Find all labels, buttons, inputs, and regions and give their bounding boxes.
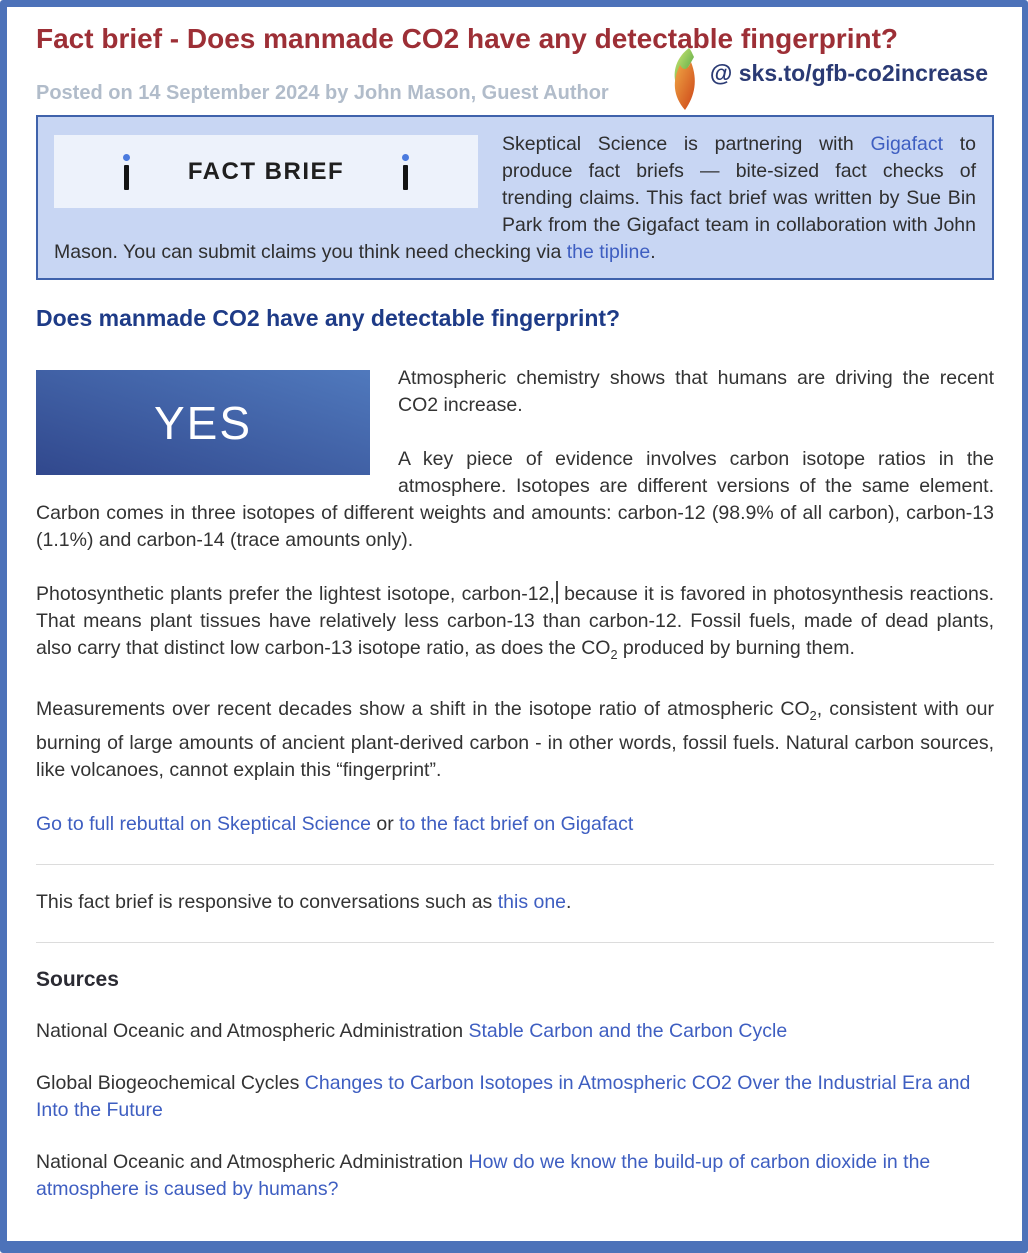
source-noaa-buildup: National Oceanic and Atmospheric Administration How do we know the build-up of carbon dioxide in the atmosphere is caused by humans? [36, 1150, 931, 1200]
fact-brief-logo-label: FACT BRIEF [187, 158, 345, 185]
gigafact-fact-brief-link[interactable]: to the fact brief on Gigafact [399, 812, 634, 835]
gigafact-i-icon [123, 154, 130, 190]
conversation-note: This fact brief is responsive to conversations such as this one. [36, 890, 572, 913]
fact-brief-logo [54, 135, 478, 208]
paragraph-photosynthetic: Photosynthetic plants prefer the lightest isotope, carbon-12, because it is favored in photosynthesis reactions. That means plant tissues have relatively less carbon-13 than carbon-12. Fossil fuels, made of dead plants, also carry that distinct low carbon-13 isotope ratio, as does the $CO_2$ produced by burning them. [36, 583, 994, 662]
carbon-isotopes-link[interactable]: Changes to Carbon Isotopes in Atmospheric CO2 Over the Industrial Era and Into the Future [36, 1071, 971, 1121]
flame-leaf-icon [668, 47, 704, 111]
stable-carbon-link[interactable]: Stable Carbon and the Carbon Cycle [468, 1019, 788, 1042]
yes-answer-label: YES [153, 396, 253, 449]
byline: Posted on 14 September 2024 by John Mason, Guest Author [36, 82, 609, 104]
divider [36, 864, 994, 865]
full-rebuttal-link[interactable]: Go to full rebuttal on Skeptical Science [36, 812, 371, 835]
source-global-biogeochemical-cycles: Global Biogeochemical Cycles Changes to Carbon Isotopes in Atmospheric CO2 Over the Industrial Era and Into the Future [36, 1071, 971, 1121]
yes-answer-box [36, 370, 370, 475]
source-noaa-stable-carbon: National Oceanic and Atmospheric Administration Stable Carbon and the Carbon Cycle [36, 1019, 788, 1042]
shortlink-text: @ sks.to/gfb-co2increase [709, 60, 988, 86]
paragraph-key-evidence: A key piece of evidence involves carbon isotope ratios in the atmosphere. Isotopes are different versions of the same element. Carbon comes in three isotopes of different weights and amounts: carbon-12 (98.9% of all carbon), carbon-13 (1.1%) and carbon-14 (trace amounts only). [36, 448, 994, 551]
infobox-text: Skeptical Science is partnering with Gigafact to produce fact briefs — bite-sized fact checks of trending claims. This fact brief was written by Sue Bin Park from the Gigafact team in collaboration with John Mason. You can submit claims you think need checking via the tipline. [54, 133, 976, 263]
cta-links: Go to full rebuttal on Skeptical Science or to the fact brief on Gigafact [36, 812, 634, 835]
fact-brief-infobox [36, 115, 994, 280]
conversation-link[interactable]: this one [497, 890, 567, 913]
shortlink [668, 47, 988, 111]
sources-heading: Sources [36, 967, 119, 991]
co2-buildup-link[interactable]: How do we know the build-up of carbon dioxide in the atmosphere is caused by humans? [36, 1150, 931, 1200]
gigafact-i-icon [402, 154, 409, 190]
tipline-link[interactable]: the tipline [566, 241, 651, 263]
paragraph-atmospheric: Atmospheric chemistry shows that humans are driving the recent CO2 increase. [398, 367, 994, 416]
article-lead [36, 365, 994, 554]
gigafact-link[interactable]: Gigafact [870, 133, 944, 155]
question-heading: Does manmade CO2 have any detectable fingerprint? [36, 305, 621, 331]
divider [36, 942, 994, 943]
page-title: Fact brief - Does manmade CO2 have any detectable fingerprint? [36, 23, 898, 54]
paragraph-measurements: Measurements over recent decades show a shift in the isotope ratio of atmospheric $CO_2$, consistent with our burning of large amounts of ancient plant-derived carbon - in other words, fossil fuels. Natural carbon sources, like volcanoes, cannot explain this “fingerprint”. [36, 697, 994, 781]
